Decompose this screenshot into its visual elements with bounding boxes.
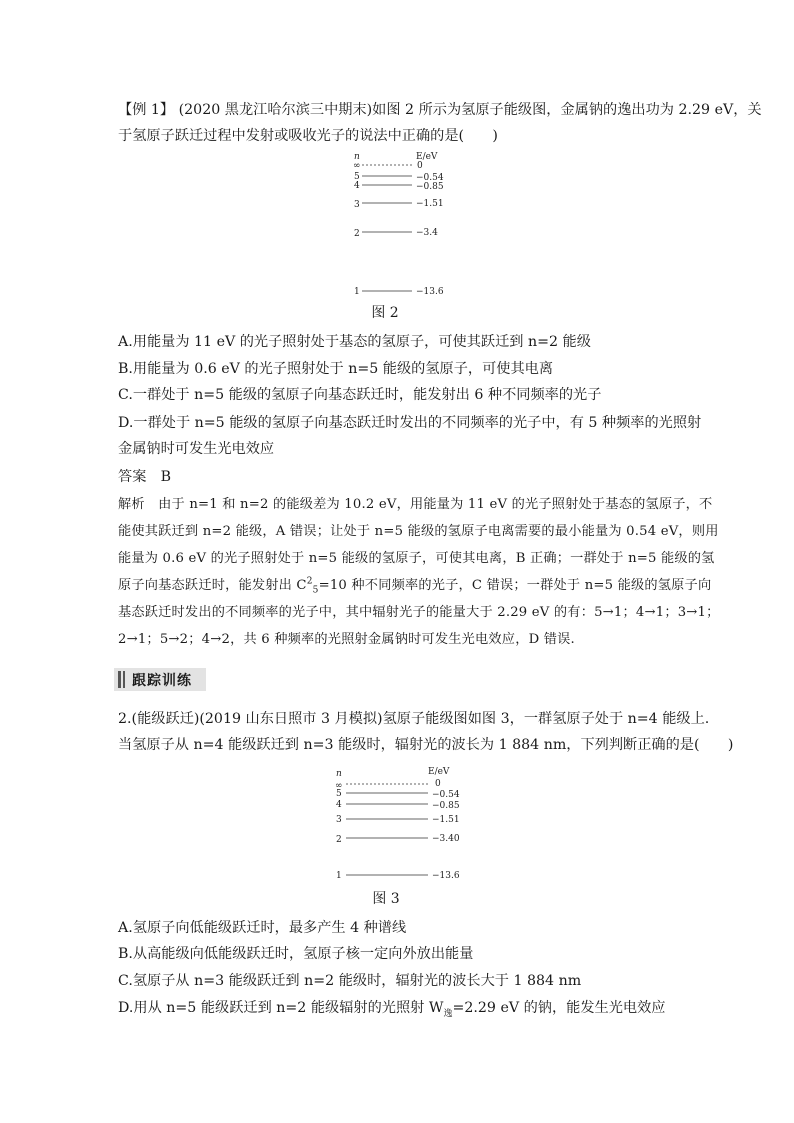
- q2-option-d: [118, 998, 665, 1018]
- solution-line2: 能使其跃迁到 n=2 能级，A 错误；让处于 n=5 能级的氢原子电离需要的最小能量为 0.54 eV，则用: [118, 524, 719, 539]
- level-n-1: 1: [354, 287, 360, 297]
- level-n-inf: ∞: [335, 781, 343, 791]
- section-header-bar: [114, 668, 206, 691]
- level-e-2: −3.4: [416, 228, 438, 238]
- example1-question-line1: 【例 1】 (2020 黑龙江哈尔滨三中期末)如图 2 所示为氢原子能级图，金属钠的逸出功为 2.29 eV，关: [118, 102, 762, 118]
- solution-line4: [118, 576, 711, 596]
- level-n-2: 2: [354, 229, 360, 239]
- level-n-5: 5: [336, 789, 342, 799]
- level-e-5: −0.54: [416, 173, 444, 183]
- example1-option-d: D.一群处于 n=5 能级的氢原子向基态跃迁时发出的不同频率的光子中，有 5 种频率的光照射: [118, 415, 702, 431]
- n-axis-label: n: [354, 152, 360, 162]
- section-marker-icon-2: [123, 671, 125, 688]
- energy-level-diagram-fig3: [330, 762, 470, 882]
- example1-option-a: A.用能量为 11 eV 的光子照射处于基态的氢原子，可使其跃迁到 n=2 能级: [118, 334, 591, 350]
- level-e-2: −3.40: [432, 834, 460, 844]
- q2-option-d-part1: D.用从 n=5 能级跃迁到 n=2 能级辐射的光照射 W: [118, 1000, 444, 1016]
- section-marker-icon: [118, 671, 121, 688]
- q2-option-b: B.从高能级向低能级跃迁时，氢原子核一定向外放出能量: [118, 946, 474, 962]
- section-header-label: 跟踪训练: [132, 673, 192, 689]
- level-n-5: 5: [354, 172, 360, 182]
- figure-2-caption: 图 2: [371, 305, 399, 321]
- n-axis-label: n: [336, 769, 342, 779]
- level-e-3: −1.51: [432, 815, 460, 825]
- example1-answer: 答案 B: [118, 469, 171, 485]
- level-n-3: 3: [354, 200, 360, 210]
- level-e-1: −13.6: [416, 287, 444, 297]
- level-n-1: 1: [336, 871, 342, 881]
- level-n-3: 3: [336, 815, 342, 825]
- solution-line6: 2→1；5→2；4→2，共 6 种频率的光照射金属钠时可发生光电效应，D 错误.: [118, 632, 575, 647]
- figure-3-caption: 图 3: [372, 891, 400, 907]
- level-n-4: 4: [336, 800, 342, 810]
- level-e-4: −0.85: [432, 801, 460, 811]
- example1-option-c: C.一群处于 n=5 能级的氢原子向基态跃迁时，能发射出 6 种不同频率的光子: [118, 387, 602, 403]
- q2-option-c: C.氢原子从 n=3 能级跃迁到 n=2 能级时，辐射光的波长大于 1 884 nm: [118, 973, 582, 989]
- combination-superscript: 2: [306, 576, 313, 587]
- level-e-inf: 0: [435, 779, 441, 789]
- level-e-4: −0.85: [416, 182, 444, 192]
- example1-option-d-cont: 金属钠时可发生光电效应: [118, 441, 275, 457]
- solution-line4-part2: =10 种不同频率的光子，C 错误；一群处于 n=5 能级的氢原子向: [318, 578, 712, 593]
- work-function-subscript: 逸: [443, 1008, 453, 1019]
- level-e-inf: 0: [417, 161, 423, 171]
- solution-line3: 能量为 0.6 eV 的光子照射处于 n=5 能级的氢原子，可使其电离，B 正确；一群处于 n=5 能级的氢: [118, 551, 715, 566]
- q2-option-d-part2: =2.29 eV 的钠，能发生光电效应: [452, 1000, 666, 1016]
- solution-line1: 解析 由于 n=1 和 n=2 的能级差为 10.2 eV，用能量为 11 eV 的光子照射处于基态的氢原子，不: [118, 497, 713, 512]
- solution-line4-part1: 原子向基态跃迁时，能发射出 C: [118, 578, 307, 593]
- level-n-4: 4: [354, 181, 360, 191]
- level-e-1: −13.6: [432, 871, 460, 881]
- q2-line1: 2.(能级跃迁)(2019 山东日照市 3 月模拟)氢原子能级图如图 3，一群氢原子处于 n=4 能级上.: [118, 711, 710, 727]
- q2-line2: 当氢原子从 n=4 能级跃迁到 n=3 能级时，辐射光的波长为 1 884 nm，下列判断正确的是( ): [118, 737, 734, 753]
- solution-line5: 基态跃迁时发出的不同频率的光子中，其中辐射光子的能量大于 2.29 eV 的有：5→1；4→1；3→1；: [118, 605, 720, 620]
- energy-axis-label: E/eV: [416, 152, 438, 162]
- energy-level-diagram-fig2: [340, 150, 470, 300]
- q2-option-a: A.氢原子向低能级跃迁时，最多产生 4 种谱线: [118, 920, 407, 936]
- level-n-2: 2: [336, 835, 342, 845]
- example1-option-b: B.用能量为 0.6 eV 的光子照射处于 n=5 能级的氢原子，可使其电离: [118, 361, 554, 377]
- level-e-3: −1.51: [416, 199, 444, 209]
- combination-subscript: 5: [312, 585, 319, 596]
- level-n-inf: ∞: [353, 161, 361, 171]
- example1-question-line2: 于氢原子跃迁过程中发射或吸收光子的说法中正确的是( ): [118, 128, 498, 144]
- energy-axis-label: E/eV: [428, 767, 450, 777]
- level-e-5: −0.54: [432, 790, 460, 800]
